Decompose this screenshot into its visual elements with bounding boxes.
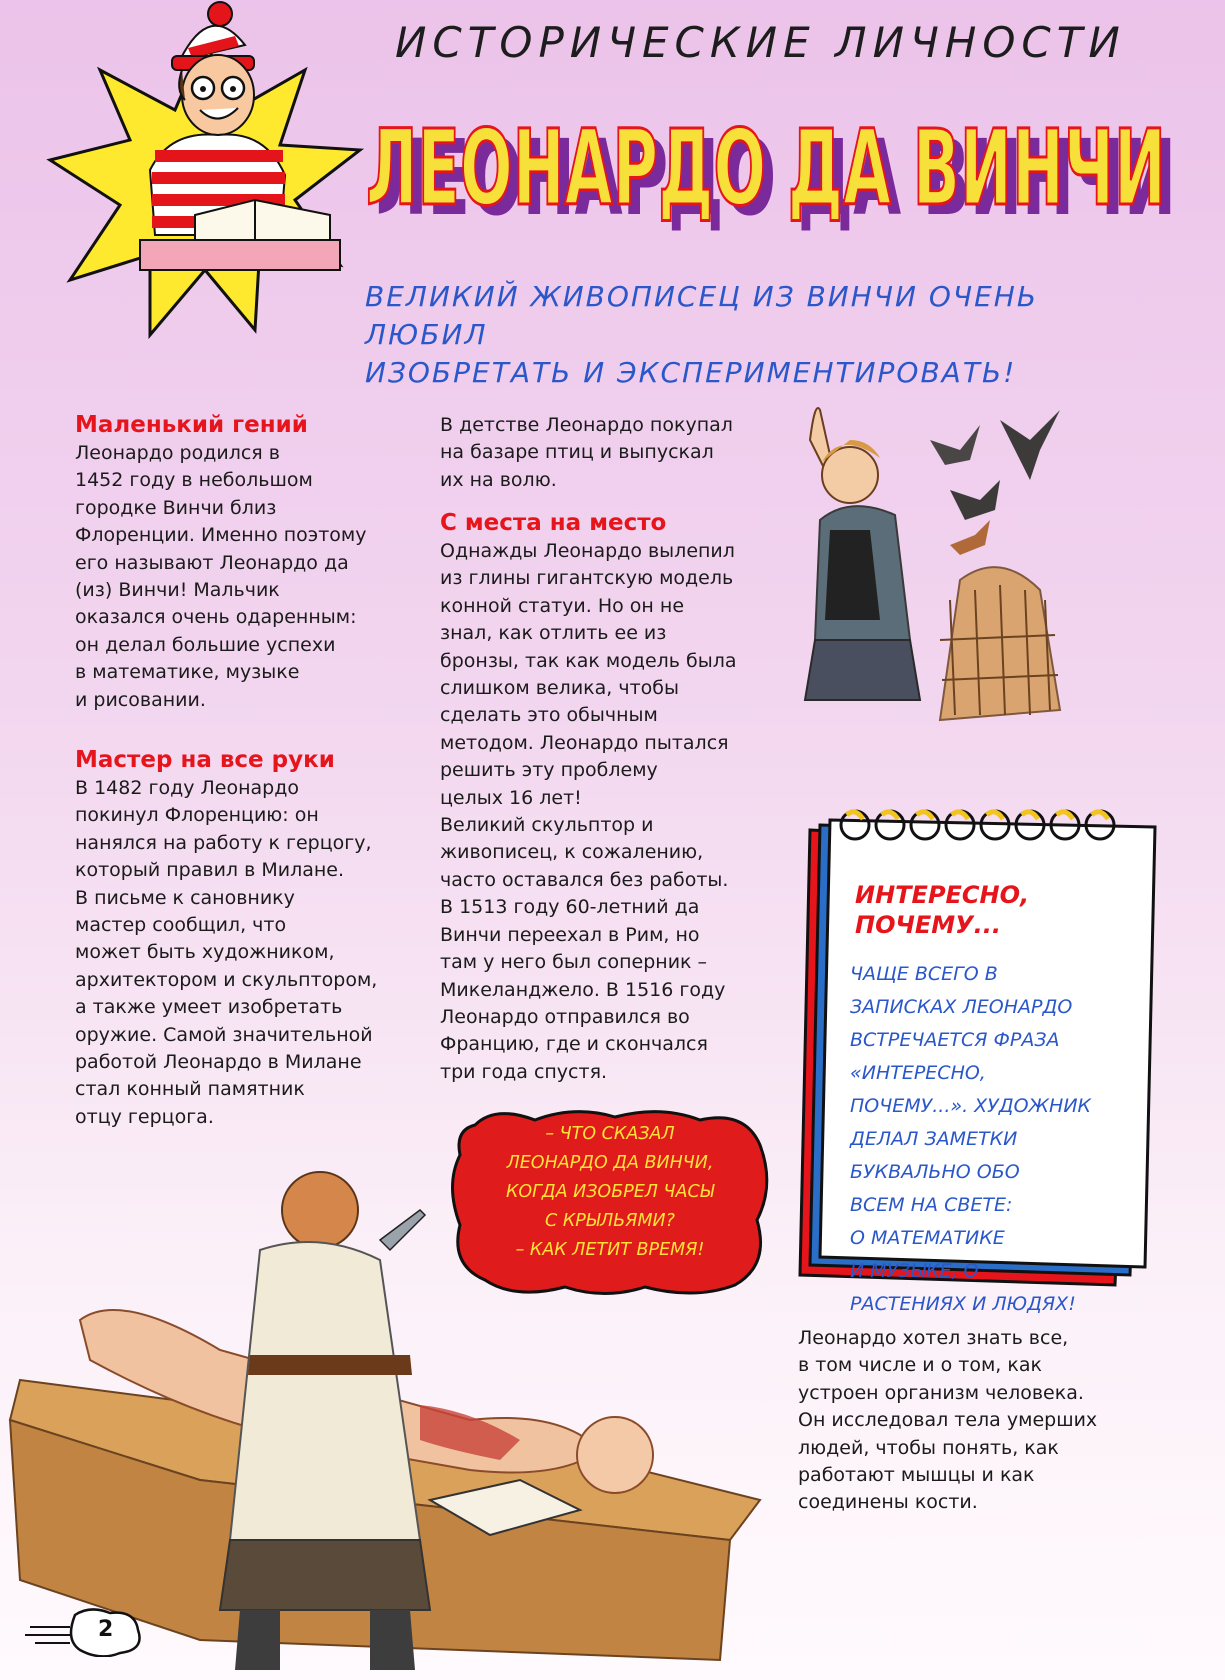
body-line: работой Леонардо в Милане — [75, 1051, 362, 1074]
body-line: оказался очень одаренным: — [75, 606, 357, 629]
body-line: Леонардо отправился во — [440, 1005, 690, 1028]
body-line: там у него был соперник – — [440, 951, 708, 974]
body-line: (из) Винчи! Мальчик — [75, 579, 280, 602]
notebook-line: БУКВАЛЬНО ОБО — [850, 1161, 1020, 1183]
waldo-starburst-illustration — [40, 0, 370, 360]
caption-line: в том числе и о том, как — [798, 1354, 1042, 1377]
section-master-of-all — [75, 745, 415, 1131]
body-line: 1452 году в небольшом — [75, 469, 313, 492]
body-line: а также умеет изобретать — [75, 996, 343, 1019]
caption-line: работают мышцы и как — [798, 1464, 1035, 1487]
joke-line: – ЧТО СКАЗАЛ — [545, 1124, 675, 1144]
notebook-line: ВСЕМ НА СВЕТЕ: — [850, 1194, 1013, 1216]
caption-line: Он исследовал тела умерших — [798, 1409, 1098, 1432]
section-place-to-place — [440, 508, 780, 1086]
body-line: Однажды Леонардо вылепил — [440, 540, 735, 562]
page-number-icon — [20, 1605, 150, 1657]
caption-line: их на волю. — [440, 468, 557, 491]
birds-illustration — [800, 380, 1120, 770]
notebook-line: ЧАЩЕ ВСЕГО В — [850, 963, 998, 985]
page-subtitle — [365, 278, 1145, 392]
body-line: знал, как отлить ее из — [440, 622, 667, 645]
body-line: В 1513 году 60-летний да — [440, 896, 700, 919]
notebook-heading — [855, 880, 1135, 940]
body-line: В письме к сановнику — [75, 886, 295, 909]
page-number: 2 — [98, 1617, 114, 1642]
body-line: Микеланджело. В 1516 году — [440, 978, 726, 1001]
body-line: может быть художником, — [75, 941, 335, 964]
section-heading: Мастер на все руки — [75, 747, 335, 773]
body-line: который правил в Милане. — [75, 859, 345, 882]
body-line: конной статуи. Но он не — [440, 594, 685, 617]
notebook-line: ДЕЛАЛ ЗАМЕТКИ — [850, 1128, 1018, 1150]
notebook-line: ВСТРЕЧАЕТСЯ ФРАЗА — [850, 1029, 1060, 1051]
joke-line: С КРЫЛЬЯМИ? — [545, 1211, 675, 1231]
joke-line: – КАК ЛЕТИТ ВРЕМЯ! — [515, 1240, 705, 1260]
anatomy-illustration — [0, 1140, 780, 1680]
page-title-graphic — [360, 82, 1190, 262]
caption-anatomy — [798, 1325, 1198, 1517]
body-line: в математике, музыке — [75, 661, 300, 684]
notebook-heading-line: ПОЧЕМУ... — [855, 911, 1002, 939]
caption-line: на базаре птиц и выпускал — [440, 441, 714, 464]
body-line: оружие. Самой значительной — [75, 1023, 373, 1046]
section-heading: Маленький гений — [75, 412, 308, 438]
caption-line: устроен организм человека. — [798, 1381, 1084, 1404]
notebook-body — [850, 958, 1140, 1321]
body-line: бронзы, так как модель была — [440, 649, 737, 672]
body-line: Великий скульптор и — [440, 814, 654, 837]
body-line: и рисовании. — [75, 688, 206, 711]
body-line: мастер сообщил, что — [75, 914, 287, 937]
body-line: целых 16 лет! — [440, 786, 582, 809]
body-line: три года спустя. — [440, 1060, 608, 1083]
joke-line: ЛЕОНАРДО ДА ВИНЧИ, — [506, 1153, 714, 1173]
body-line: В 1482 году Леонардо — [75, 777, 299, 799]
body-line: из глины гигантскую модель — [440, 567, 734, 590]
body-line: он делал большие успехи — [75, 633, 336, 656]
subtitle-line: ИЗОБРЕТАТЬ И ЭКСПЕРИМЕНТИРОВАТЬ! — [365, 356, 1017, 389]
caption-line: Леонардо хотел знать все, — [798, 1327, 1069, 1349]
caption-line: В детстве Леонардо покупал — [440, 414, 733, 436]
body-line: решить эту проблему — [440, 759, 658, 782]
body-line: отцу герцога. — [75, 1105, 214, 1128]
caption-birds — [440, 412, 780, 494]
notebook-line: О МАТЕМАТИКЕ — [850, 1227, 1005, 1249]
notebook-heading-line: ИНТЕРЕСНО, — [855, 881, 1030, 909]
body-line: архитектором и скульптором, — [75, 968, 378, 991]
page-title-shadow: ЛЕОНАРДО ДА ВИНЧИ — [376, 117, 1176, 239]
body-line: Флоренции. Именно поэтому — [75, 524, 367, 547]
body-line: сделать это обычным — [440, 704, 658, 727]
caption-line: людей, чтобы понять, как — [798, 1436, 1059, 1459]
subtitle-line: ВЕЛИКИЙ ЖИВОПИСЕЦ ИЗ ВИНЧИ ОЧЕНЬ ЛЮБИЛ — [365, 280, 1039, 351]
body-line: Леонардо родился в — [75, 442, 280, 464]
body-line: Францию, где и скончался — [440, 1033, 708, 1056]
body-line: стал конный памятник — [75, 1078, 305, 1101]
body-line: его называют Леонардо да — [75, 551, 349, 574]
body-line: городке Винчи близ — [75, 496, 277, 519]
section-little-genius — [75, 410, 415, 714]
page-title: ЛЕОНАРДО ДА ВИНЧИ — [366, 107, 1166, 229]
section-heading: С места на место — [440, 510, 667, 536]
body-line: покинул Флоренцию: он — [75, 804, 319, 827]
body-line: нанялся на работу к герцогу, — [75, 831, 372, 854]
page-number-badge — [20, 1605, 150, 1657]
body-line: живописец, к сожалению, — [440, 841, 704, 864]
body-line: методом. Леонардо пытался — [440, 731, 729, 754]
notebook-line: ЗАПИСКАХ ЛЕОНАРДО — [850, 996, 1073, 1018]
section-kicker: ИСТОРИЧЕСКИЕ ЛИЧНОСТИ — [395, 18, 1126, 67]
notebook-line: И МУЗЫКЕ, О — [850, 1260, 979, 1282]
notebook-line: «ИНТЕРЕСНО, — [850, 1062, 986, 1084]
body-line: часто оставался без работы. — [440, 868, 729, 891]
notebook-line: РАСТЕНИЯХ И ЛЮДЯХ! — [850, 1293, 1076, 1315]
caption-line: соединены кости. — [798, 1491, 978, 1514]
joke-line: КОГДА ИЗОБРЕЛ ЧАСЫ — [505, 1182, 715, 1202]
notebook-line: ПОЧЕМУ...». ХУДОЖНИК — [850, 1095, 1092, 1117]
body-line: Винчи переехал в Рим, но — [440, 923, 700, 946]
body-line: слишком велика, чтобы — [440, 677, 680, 700]
